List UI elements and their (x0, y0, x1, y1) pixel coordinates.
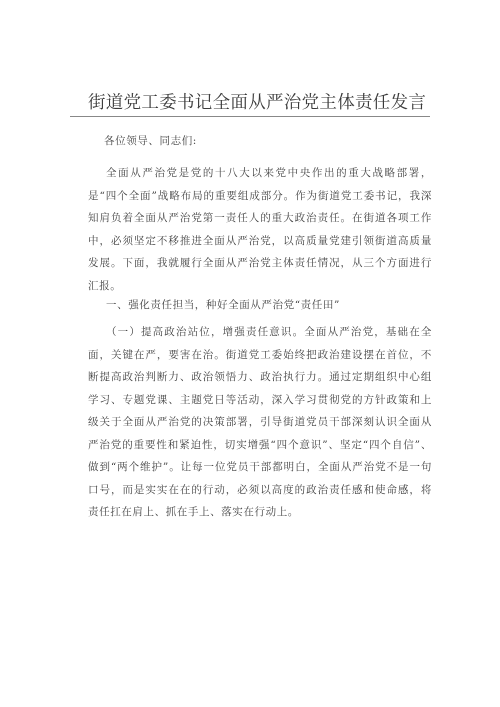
title-underline (70, 116, 430, 117)
paragraph-intro: 全面从严治党是党的十八大以来党中央作出的重大战略部署，是“四个全面”战略布局的重要组成部分。作为街道党工委书记，我深知肩负着全面从严治党第一责任人的重大政治责任。在街道各项工作中，必须坚定不移推进全面从严治党，以高质量党建引领街道高质量发展。下面，我就履行全面从严治党主体责任情况，从三个方面进行汇报。 (88, 167, 432, 292)
section-heading-1: 一、强化责任担当，种好全面从严治党“责任田” (106, 299, 340, 311)
paragraph-political-stance: （一）提高政治站位，增强责任意识。全面从严治党，基础在全面，关键在严，要害在治。街道党工委始终把政治建设摆在首位，不断提高政治判断力、政治领悟力、政治执行力。通过定期组织中心组学习、专题党课、主题党日等活动，深入学习贯彻党的方针政策和上级关于全面从严治党的决策部署，引导街道党员干部深刻认识全面从严治党的重要性和紧迫性，切实增强“四个意识”、坚定“四个自信”、做到“两个维护”。让每一位党员干部都明白，全面从严治党不是一句口号，而是实实在在的行动，必须以高度的政治责任感和使命感，将责任扛在肩上、抓在手上、落实在行动上。 (88, 326, 432, 518)
document-title: 街道党工委书记全面从严治党主体责任发言 (88, 93, 427, 113)
salutation: 各位领导、同志们: (104, 135, 197, 147)
